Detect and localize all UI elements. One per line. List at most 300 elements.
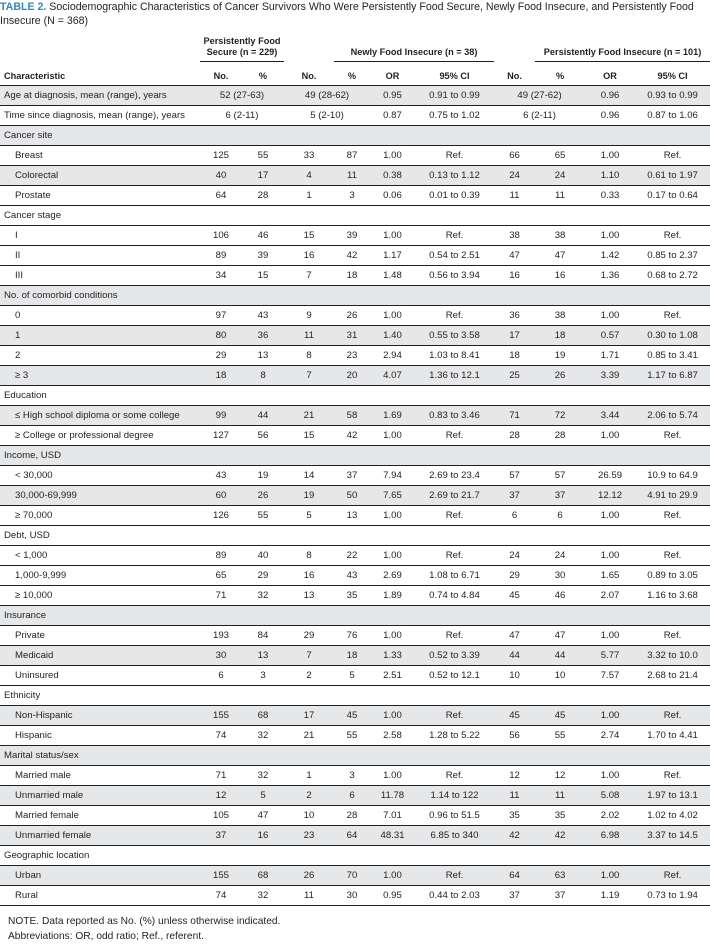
no-cell: 38: [494, 226, 535, 246]
percent-cell: 18: [535, 326, 585, 346]
ci-cell: Ref.: [635, 766, 710, 786]
or-cell: 1.00: [370, 146, 415, 166]
row-label: Medicaid: [0, 646, 200, 666]
table-row: [0, 146, 710, 166]
or-cell: 11.78: [370, 786, 415, 806]
percent-cell: 64: [334, 826, 370, 846]
section-row: [0, 846, 710, 866]
percent-cell: 29: [242, 566, 284, 586]
no-cell: 15: [284, 426, 334, 446]
or-cell: 2.74: [585, 726, 635, 746]
ci-cell: 0.17 to 0.64: [635, 186, 710, 206]
percent-cell: 3: [334, 186, 370, 206]
percent-cell: 24: [535, 546, 585, 566]
or-cell: 1.00: [370, 766, 415, 786]
percent-cell: 35: [535, 806, 585, 826]
or-cell: 0.96: [585, 106, 635, 126]
percent-cell: 84: [242, 626, 284, 646]
no-cell: 14: [284, 466, 334, 486]
ci-cell: 2.69 to 23.4: [415, 466, 494, 486]
row-label: 1: [0, 326, 200, 346]
row-label: ≥ College or professional degree: [0, 426, 200, 446]
ci-cell: Ref.: [635, 706, 710, 726]
ci-cell: 0.54 to 2.51: [415, 246, 494, 266]
percent-cell: 37: [535, 486, 585, 506]
row-label: Rural: [0, 886, 200, 906]
table-row: [0, 366, 710, 386]
row-label: II: [0, 246, 200, 266]
ci-cell: 0.87 to 1.06: [635, 106, 710, 126]
header-ci: 95% CI: [635, 62, 710, 86]
no-cell: 24: [494, 546, 535, 566]
or-cell: 3.44: [585, 406, 635, 426]
section-row: [0, 206, 710, 226]
percent-cell: 45: [535, 706, 585, 726]
ci-cell: 4.91 to 29.9: [635, 486, 710, 506]
header-spacer: [0, 36, 200, 62]
no-cell: 89: [200, 546, 242, 566]
ci-cell: Ref.: [415, 546, 494, 566]
percent-cell: 32: [242, 766, 284, 786]
percent-cell: 30: [334, 886, 370, 906]
ci-cell: 0.74 to 4.84: [415, 586, 494, 606]
row-label: ≥ 3: [0, 366, 200, 386]
or-cell: 2.58: [370, 726, 415, 746]
row-label: Age at diagnosis, mean (range), years: [0, 86, 200, 106]
or-cell: 1.00: [370, 546, 415, 566]
ci-cell: 0.30 to 1.08: [635, 326, 710, 346]
or-cell: 2.51: [370, 666, 415, 686]
or-cell: 1.00: [585, 226, 635, 246]
percent-cell: 17: [242, 166, 284, 186]
no-cell: 16: [494, 266, 535, 286]
or-cell: 1.36: [585, 266, 635, 286]
ci-cell: Ref.: [415, 146, 494, 166]
percent-cell: 13: [242, 646, 284, 666]
or-cell: 2.69: [370, 566, 415, 586]
no-cell: 193: [200, 626, 242, 646]
ci-cell: 1.08 to 6.71: [415, 566, 494, 586]
percent-cell: 55: [535, 726, 585, 746]
row-label: Time since diagnosis, mean (range), years: [0, 106, 200, 126]
header-newly-food-insecure: Newly Food Insecure (n = 38): [334, 36, 494, 62]
or-cell: 2.94: [370, 346, 415, 366]
ci-cell: 1.16 to 3.68: [635, 586, 710, 606]
no-cell: 11: [284, 886, 334, 906]
percent-cell: 26: [535, 366, 585, 386]
table-label: TABLE 2.: [0, 1, 47, 13]
mean-range-cell: 5 (2-10): [284, 106, 370, 126]
no-cell: 105: [200, 806, 242, 826]
no-cell: 155: [200, 706, 242, 726]
no-cell: 16: [284, 566, 334, 586]
percent-cell: 44: [242, 406, 284, 426]
ci-cell: Ref.: [415, 766, 494, 786]
ci-cell: 0.85 to 3.41: [635, 346, 710, 366]
table-title: Sociodemographic Characteristics of Cancer Survivors Who Were Persistently Food Secure, Newly Food Insecure, and Persistently Food Insecure (N = 368): [0, 1, 694, 27]
header-no: No.: [284, 62, 334, 86]
percent-cell: 28: [535, 426, 585, 446]
percent-cell: 16: [242, 826, 284, 846]
ci-cell: 0.56 to 3.94: [415, 266, 494, 286]
ci-cell: 0.55 to 3.58: [415, 326, 494, 346]
no-cell: 11: [284, 326, 334, 346]
percent-cell: 24: [535, 166, 585, 186]
section-row: [0, 386, 710, 406]
header-gap: [284, 36, 334, 62]
no-cell: 21: [284, 406, 334, 426]
or-cell: 0.57: [585, 326, 635, 346]
ci-cell: 1.70 to 4.41: [635, 726, 710, 746]
row-label: Unmarried female: [0, 826, 200, 846]
or-cell: 1.00: [585, 766, 635, 786]
percent-cell: 46: [242, 226, 284, 246]
no-cell: 44: [494, 646, 535, 666]
section-row: [0, 446, 710, 466]
ci-cell: 2.69 to 21.7: [415, 486, 494, 506]
or-cell: 5.77: [585, 646, 635, 666]
percent-cell: 31: [334, 326, 370, 346]
header-ci: 95% CI: [415, 62, 494, 86]
table-row: [0, 466, 710, 486]
no-cell: 99: [200, 406, 242, 426]
or-cell: 6.98: [585, 826, 635, 846]
percent-cell: 19: [535, 346, 585, 366]
section-row: [0, 686, 710, 706]
ci-cell: 0.13 to 1.12: [415, 166, 494, 186]
section-label: Marital status/sex: [0, 746, 710, 766]
section-row: [0, 606, 710, 626]
table-row: [0, 626, 710, 646]
row-label: Hispanic: [0, 726, 200, 746]
percent-cell: 3: [242, 666, 284, 686]
percent-cell: 11: [535, 186, 585, 206]
ci-cell: 0.01 to 0.39: [415, 186, 494, 206]
row-label: Unmarried male: [0, 786, 200, 806]
ci-cell: 10.9 to 64.9: [635, 466, 710, 486]
percent-cell: 87: [334, 146, 370, 166]
or-cell: 1.42: [585, 246, 635, 266]
or-cell: 1.17: [370, 246, 415, 266]
no-cell: 37: [494, 486, 535, 506]
or-cell: 2.02: [585, 806, 635, 826]
or-cell: 1.69: [370, 406, 415, 426]
table-row: [0, 666, 710, 686]
no-cell: 56: [494, 726, 535, 746]
ci-cell: Ref.: [635, 506, 710, 526]
percent-cell: 30: [535, 566, 585, 586]
no-cell: 4: [284, 166, 334, 186]
percent-cell: 37: [334, 466, 370, 486]
ci-cell: 3.32 to 10.0: [635, 646, 710, 666]
header-no: No.: [200, 62, 242, 86]
no-cell: 13: [284, 586, 334, 606]
or-cell: 0.96: [585, 86, 635, 106]
table-row: [0, 486, 710, 506]
or-cell: 7.01: [370, 806, 415, 826]
table-row: [0, 726, 710, 746]
percent-cell: 28: [334, 806, 370, 826]
table-caption: [0, 0, 710, 28]
ci-cell: 1.97 to 13.1: [635, 786, 710, 806]
ci-cell: Ref.: [415, 866, 494, 886]
row-label: Married female: [0, 806, 200, 826]
or-cell: 0.06: [370, 186, 415, 206]
percent-cell: 40: [242, 546, 284, 566]
or-cell: 0.33: [585, 186, 635, 206]
table-row: [0, 646, 710, 666]
or-cell: 1.19: [585, 886, 635, 906]
no-cell: 10: [494, 666, 535, 686]
no-cell: 2: [284, 666, 334, 686]
header-or: OR: [370, 62, 415, 86]
percent-cell: 16: [535, 266, 585, 286]
no-cell: 21: [284, 726, 334, 746]
no-cell: 29: [284, 626, 334, 646]
no-cell: 71: [200, 586, 242, 606]
ci-cell: 0.44 to 2.03: [415, 886, 494, 906]
percent-cell: 12: [535, 766, 585, 786]
section-row: [0, 126, 710, 146]
no-cell: 57: [494, 466, 535, 486]
ci-cell: 2.68 to 21.4: [635, 666, 710, 686]
no-cell: 71: [200, 766, 242, 786]
ci-cell: Ref.: [635, 226, 710, 246]
percent-cell: 32: [242, 886, 284, 906]
table-row: [0, 766, 710, 786]
percent-cell: 23: [334, 346, 370, 366]
no-cell: 23: [284, 826, 334, 846]
table-note: NOTE. Data reported as No. (%) unless otherwise indicated.: [8, 916, 281, 927]
percent-cell: 68: [242, 866, 284, 886]
no-cell: 34: [200, 266, 242, 286]
no-cell: 30: [200, 646, 242, 666]
table-row: [0, 86, 710, 106]
table-row: [0, 706, 710, 726]
or-cell: 0.87: [370, 106, 415, 126]
percent-cell: 72: [535, 406, 585, 426]
percent-cell: 6: [334, 786, 370, 806]
percent-cell: 63: [535, 866, 585, 886]
or-cell: 1.00: [585, 426, 635, 446]
ci-cell: 3.37 to 14.5: [635, 826, 710, 846]
or-cell: 1.00: [585, 306, 635, 326]
percent-cell: 32: [242, 586, 284, 606]
percent-cell: 10: [535, 666, 585, 686]
percent-cell: 47: [535, 626, 585, 646]
no-cell: 37: [200, 826, 242, 846]
or-cell: 1.00: [370, 226, 415, 246]
percent-cell: 18: [334, 646, 370, 666]
characteristics-table: [0, 36, 710, 906]
or-cell: 1.00: [585, 506, 635, 526]
or-cell: 1.00: [585, 546, 635, 566]
or-cell: 1.00: [585, 626, 635, 646]
ci-cell: 0.83 to 3.46: [415, 406, 494, 426]
percent-cell: 42: [535, 826, 585, 846]
no-cell: 80: [200, 326, 242, 346]
ci-cell: Ref.: [415, 226, 494, 246]
row-label: Breast: [0, 146, 200, 166]
row-label: 1,000-9,999: [0, 566, 200, 586]
no-cell: 64: [494, 866, 535, 886]
row-label: < 30,000: [0, 466, 200, 486]
ci-cell: Ref.: [415, 506, 494, 526]
percent-cell: 8: [242, 366, 284, 386]
section-row: [0, 286, 710, 306]
or-cell: 3.39: [585, 366, 635, 386]
section-label: Insurance: [0, 606, 710, 626]
percent-cell: 32: [242, 726, 284, 746]
percent-cell: 26: [242, 486, 284, 506]
or-cell: 1.65: [585, 566, 635, 586]
percent-cell: 38: [535, 306, 585, 326]
no-cell: 18: [200, 366, 242, 386]
section-label: Geographic location: [0, 846, 710, 866]
percent-cell: 55: [242, 146, 284, 166]
no-cell: 15: [284, 226, 334, 246]
ci-cell: 2.06 to 5.74: [635, 406, 710, 426]
or-cell: 0.95: [370, 886, 415, 906]
percent-cell: 65: [535, 146, 585, 166]
mean-range-cell: 6 (2-11): [494, 106, 585, 126]
row-label: 0: [0, 306, 200, 326]
table-body: [0, 86, 710, 906]
table-row: [0, 426, 710, 446]
no-cell: 16: [284, 246, 334, 266]
section-label: Cancer stage: [0, 206, 710, 226]
percent-cell: 39: [242, 246, 284, 266]
or-cell: 1.40: [370, 326, 415, 346]
mean-range-cell: 6 (2-11): [200, 106, 284, 126]
ci-cell: 1.17 to 6.87: [635, 366, 710, 386]
no-cell: 125: [200, 146, 242, 166]
no-cell: 18: [494, 346, 535, 366]
or-cell: 1.33: [370, 646, 415, 666]
no-cell: 10: [284, 806, 334, 826]
no-cell: 106: [200, 226, 242, 246]
or-cell: 1.00: [370, 626, 415, 646]
or-cell: 26.59: [585, 466, 635, 486]
or-cell: 7.94: [370, 466, 415, 486]
percent-cell: 11: [535, 786, 585, 806]
percent-cell: 43: [334, 566, 370, 586]
ci-cell: 0.73 to 1.94: [635, 886, 710, 906]
percent-cell: 68: [242, 706, 284, 726]
no-cell: 12: [200, 786, 242, 806]
no-cell: 45: [494, 586, 535, 606]
percent-cell: 44: [535, 646, 585, 666]
no-cell: 6: [494, 506, 535, 526]
header-gap: [494, 36, 535, 62]
section-label: Ethnicity: [0, 686, 710, 706]
no-cell: 2: [284, 786, 334, 806]
table-row: [0, 406, 710, 426]
no-cell: 1: [284, 186, 334, 206]
row-label: ≤ High school diploma or some college: [0, 406, 200, 426]
no-cell: 8: [284, 346, 334, 366]
header-persistently-food-secure: Persistently Food Secure (n = 229): [200, 36, 284, 62]
no-cell: 155: [200, 866, 242, 886]
mean-range-cell: 49 (28-62): [284, 86, 370, 106]
row-label: Private: [0, 626, 200, 646]
percent-cell: 5: [242, 786, 284, 806]
percent-cell: 57: [535, 466, 585, 486]
no-cell: 7: [284, 266, 334, 286]
percent-cell: 35: [334, 586, 370, 606]
ci-cell: Ref.: [415, 706, 494, 726]
section-label: Debt, USD: [0, 526, 710, 546]
header-characteristic: Characteristic: [0, 62, 200, 86]
no-cell: 40: [200, 166, 242, 186]
no-cell: 47: [494, 246, 535, 266]
abbreviations-note: Abbreviations: OR, odd ratio; Ref., referent.: [8, 931, 204, 942]
percent-cell: 22: [334, 546, 370, 566]
ci-cell: 0.75 to 1.02: [415, 106, 494, 126]
row-label: 2: [0, 346, 200, 366]
mean-range-cell: 52 (27-63): [200, 86, 284, 106]
or-cell: 1.00: [585, 866, 635, 886]
row-label: ≥ 70,000: [0, 506, 200, 526]
no-cell: 74: [200, 886, 242, 906]
ci-cell: 0.85 to 2.37: [635, 246, 710, 266]
no-cell: 24: [494, 166, 535, 186]
no-cell: 25: [494, 366, 535, 386]
row-label: Colorectal: [0, 166, 200, 186]
ci-cell: Ref.: [415, 306, 494, 326]
or-cell: 12.12: [585, 486, 635, 506]
table-row: [0, 506, 710, 526]
percent-cell: 42: [334, 426, 370, 446]
ci-cell: Ref.: [635, 626, 710, 646]
ci-cell: Ref.: [635, 426, 710, 446]
section-row: [0, 746, 710, 766]
percent-cell: 58: [334, 406, 370, 426]
no-cell: 28: [494, 426, 535, 446]
ci-cell: 1.28 to 5.22: [415, 726, 494, 746]
or-cell: 1.00: [370, 866, 415, 886]
percent-cell: 26: [334, 306, 370, 326]
table-row: [0, 246, 710, 266]
percent-cell: 18: [334, 266, 370, 286]
percent-cell: 76: [334, 626, 370, 646]
ci-cell: 6.85 to 340: [415, 826, 494, 846]
table-row: [0, 186, 710, 206]
table-row: [0, 226, 710, 246]
no-cell: 17: [494, 326, 535, 346]
percent-cell: 70: [334, 866, 370, 886]
or-cell: 1.10: [585, 166, 635, 186]
no-cell: 7: [284, 366, 334, 386]
percent-cell: 13: [242, 346, 284, 366]
or-cell: 1.89: [370, 586, 415, 606]
no-cell: 89: [200, 246, 242, 266]
no-cell: 127: [200, 426, 242, 446]
or-cell: 48.31: [370, 826, 415, 846]
or-cell: 1.00: [370, 306, 415, 326]
percent-cell: 13: [334, 506, 370, 526]
table-row: [0, 346, 710, 366]
or-cell: 5.08: [585, 786, 635, 806]
section-label: No. of comorbid conditions: [0, 286, 710, 306]
no-cell: 66: [494, 146, 535, 166]
or-cell: 0.38: [370, 166, 415, 186]
ci-cell: 1.36 to 12.1: [415, 366, 494, 386]
row-label: Non-Hispanic: [0, 706, 200, 726]
no-cell: 29: [494, 566, 535, 586]
row-label: Uninsured: [0, 666, 200, 686]
or-cell: 1.00: [370, 506, 415, 526]
